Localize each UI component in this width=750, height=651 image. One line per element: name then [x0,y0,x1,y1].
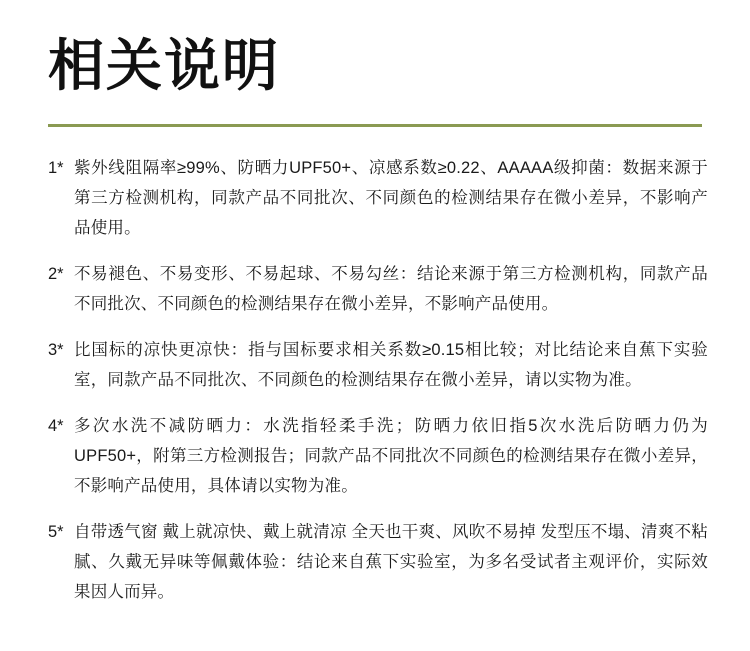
title-block [48,0,702,127]
note-marker: 4* [48,417,64,436]
note-text: 紫外线阻隔率≥99%、防晒力UPF50+、凉感系数≥0.22、AAAAA级抑菌：数据来源于第三方检测机构，同款产品不同批次、不同颜色的检测结果存在微小差异，不影响产品使用。 [74,159,708,238]
note-text: 自带透气窗 戴上就凉快、戴上就清凉 全天也干爽、风吹不易掉 发型压不塌、清爽不粘腻、久戴无异味等佩戴体验：结论来自蕉下实验室，为多名受试者主观评价，实际效果因人而异。 [74,523,708,602]
note-text: 多次水洗不减防晒力：水洗指轻柔手洗；防晒力依旧指5次水洗后防晒力仍为UPF50+，附第三方检测报告；同款产品不同批次不同颜色的检测结果存在微小差异，不影响产品使用，具体请以实物为准。 [74,417,708,496]
note-text: 不易褪色、不易变形、不易起球、不易勾丝：结论来源于第三方检测机构，同款产品不同批次、不同颜色的检测结果存在微小差异，不影响产品使用。 [74,265,708,314]
note-marker: 5* [48,523,64,542]
notes-list [48,153,708,607]
note-marker: 3* [48,341,64,360]
list-item [48,335,708,395]
page-title: 相关说明 [48,34,280,97]
title-divider [48,124,702,127]
list-item [48,517,708,607]
note-marker: 1* [48,159,64,178]
list-item [48,153,708,243]
list-item [48,411,708,501]
note-marker: 2* [48,265,64,284]
note-text: 比国标的凉快更凉快：指与国标要求相关系数≥0.15相比较；对比结论来自蕉下实验室，同款产品不同批次、不同颜色的检测结果存在微小差异，请以实物为准。 [74,341,708,390]
list-item [48,259,708,319]
